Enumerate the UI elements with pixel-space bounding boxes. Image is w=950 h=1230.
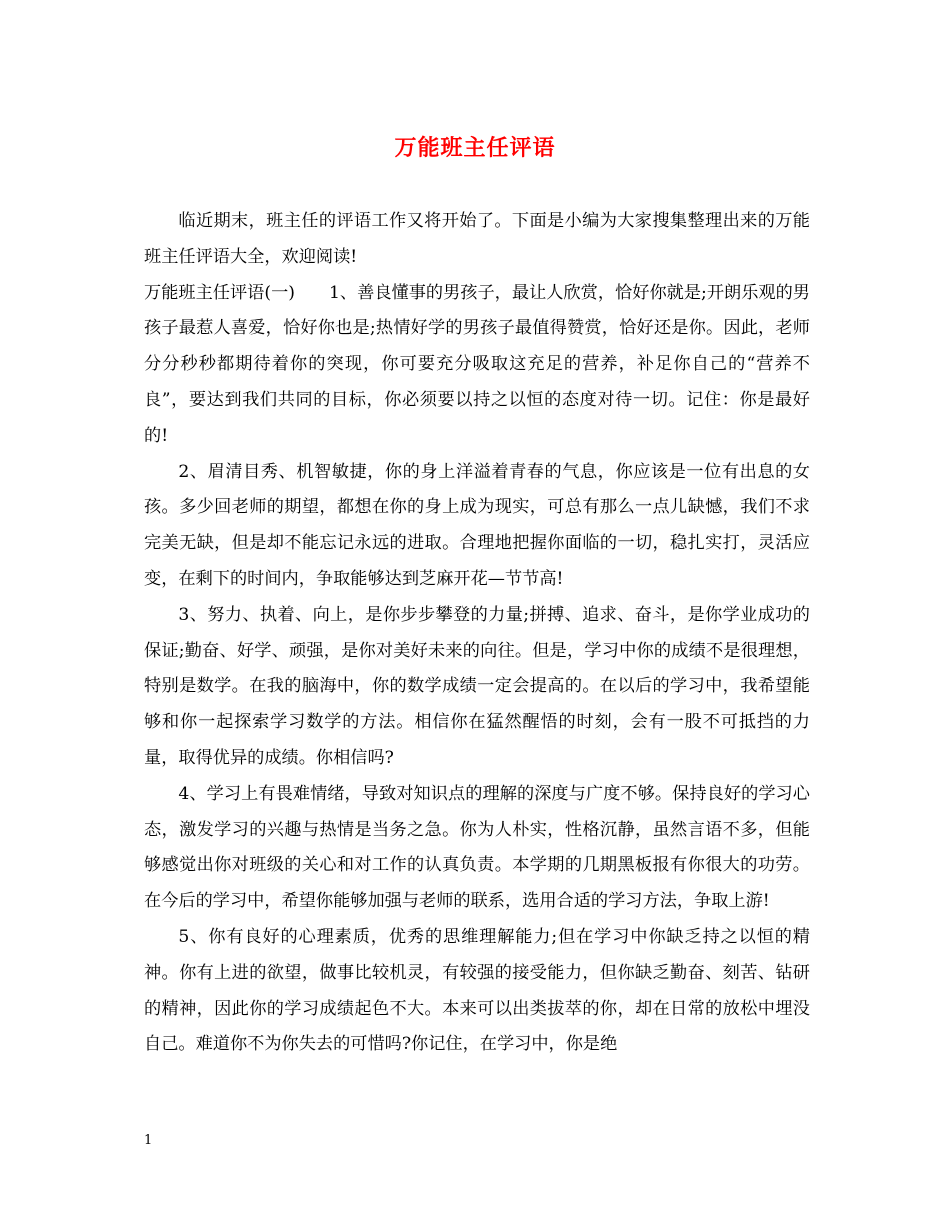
intro-paragraph: 临近期末，班主任的评语工作又将开始了。下面是小编为大家搜集整理出来的万能班主任评语大全，欢迎阅读! [144, 211, 810, 267]
first-comment-paragraph [144, 276, 810, 455]
document-title: 万能班主任评语 [394, 135, 556, 161]
comment-paragraph-5: 5、你有良好的心理素质，优秀的思维理解能力;但在学习中你缺乏持之以恒的精神。你有上进的欲望，做事比较机灵，有较强的接受能力，但你缺乏勤奋、刻苦、钻研的精神，因此你的学习成绩起色不大。本来可以出类拔萃的你，却在日常的放松中埋没自己。难道你不为你失去的可惜吗?你记住，在学习中，你是绝 [144, 926, 810, 1055]
comment-paragraph-2: 2、眉清目秀、机智敏捷，你的身上洋溢着青春的气息，你应该是一位有出息的女孩。多少回老师的期望，都想在你的身上成为现实，可总有那么一点儿缺憾，我们不求完美无缺，但是却不能忘记永远的进取。合理地把握你面临的一切，稳扎实打，灵活应变，在剩下的时间内，争取能够达到芝麻开花—节节高! [144, 461, 810, 589]
section-heading: 万能班主任评语(一) [144, 282, 295, 303]
document-body [144, 204, 810, 1063]
comment-paragraph-4: 4、学习上有畏难情绪，导致对知识点的理解的深度与广度不够。保持良好的学习心态，激发学习的兴趣与热情是当务之急。你为人朴实，性格沉静，虽然言语不多，但能够感觉出你对班级的关心和对工作的认真负责。本学期的几期黑板报有你很大的功劳。在今后的学习中，希望你能够加强与老师的联系，选用合适的学习方法，争取上游! [144, 783, 810, 912]
page-number: 1 [144, 1133, 153, 1148]
comment-paragraph-3: 3、努力、执着、向上，是你步步攀登的力量;拼搏、追求、奋斗，是你学业成功的保证;勤奋、好学、顽强，是你对美好未来的向往。但是，学习中你的成绩不是很理想，特别是数学。在我的脑海中，你的数学成绩一定会提高的。在以后的学习中，我希望能够和你一起探索学习数学的方法。相信你在猛然醒悟的时刻，会有一股不可抵挡的力量，取得优异的成绩。你相信吗? [144, 604, 810, 768]
comment-text-1: 1、善良懂事的男孩子，最让人欣赏，恰好你就是;开朗乐观的男孩子最惹人喜爱，恰好你也是;热情好学的男孩子最值得赞赏，恰好还是你。因此，老师分分秒秒都期待着你的突现，你可要充分吸取这充足的营养，补足你自己的“营养不良”，要达到我们共同的目标，你必须要以持之以恒的态度对待一切。记住：你是最好的! [144, 282, 810, 446]
